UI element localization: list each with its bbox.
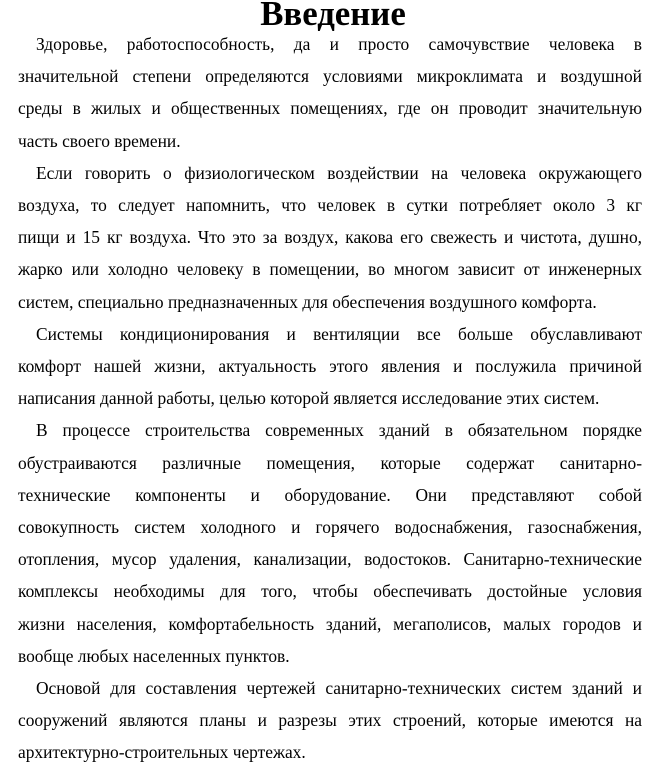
text-line: вообще любых населенных пунктов. <box>18 645 290 666</box>
text-line: значительной степени определяются условиями микроклимата и воздушной <box>18 66 642 87</box>
text-line: часть своего времени. <box>18 130 181 151</box>
paragraph-5 <box>18 672 642 769</box>
paragraph-2 <box>18 157 642 318</box>
paragraph-1 <box>18 28 642 157</box>
text-line: Здоровье, работоспособность, да и просто самочувствие человека в <box>36 34 642 54</box>
paragraph-4 <box>18 414 642 672</box>
text-line: Системы кондиционирования и вентиляции все больше обуславливают <box>36 323 642 344</box>
text-line: Основой для составления чертежей санитарно-технических систем зданий и <box>36 678 642 699</box>
text-line: пищи и 15 кг воздуха. Что это за воздух, какова его свежесть и чистота, душно, <box>18 227 642 248</box>
text-line: жизни населения, комфортабельность зданий, мегаполисов, малых городов и <box>18 613 642 634</box>
text-line: жарко или холодно человеку в помещении, во многом зависит от инженерных <box>18 259 642 280</box>
text-line: В процессе строительства современных зданий в обязательном порядке <box>36 420 642 441</box>
text-line: систем, специально предназначенных для обеспечения воздушного комфорта. <box>18 291 597 312</box>
text-line: обустраиваются различные помещения, которые содержат санитарно- <box>18 452 642 473</box>
text-line: комплексы необходимы для того, чтобы обеспечивать достойные условия <box>18 581 642 602</box>
document-title: Введение <box>260 0 406 33</box>
text-line: написания данной работы, целью которой является исследование этих систем. <box>18 388 600 409</box>
paragraph-3 <box>18 318 642 415</box>
text-line: технические компоненты и оборудование. Они представляют собой <box>18 484 642 505</box>
document-page <box>18 0 642 769</box>
text-line: воздуха, то следует напомнить, что человек в сутки потребляет около 3 кг <box>18 195 642 216</box>
text-line: сооружений являются планы и разрезы этих строений, которые имеются на <box>18 710 642 731</box>
text-line: архитектурно-строительных чертежах. <box>18 742 306 763</box>
text-line: отопления, мусор удаления, канализации, водостоков. Санитарно-технические <box>18 549 642 570</box>
text-line: среды в жилых и общественных помещениях, где он проводит значительную <box>18 98 642 119</box>
text-line: Если говорить о физиологическом воздействии на человека окружающего <box>36 162 642 183</box>
text-line: совокупность систем холодного и горячего водоснабжения, газоснабжения, <box>18 517 642 538</box>
text-line: комфорт нашей жизни, актуальность этого явления и послужила причиной <box>18 356 642 377</box>
